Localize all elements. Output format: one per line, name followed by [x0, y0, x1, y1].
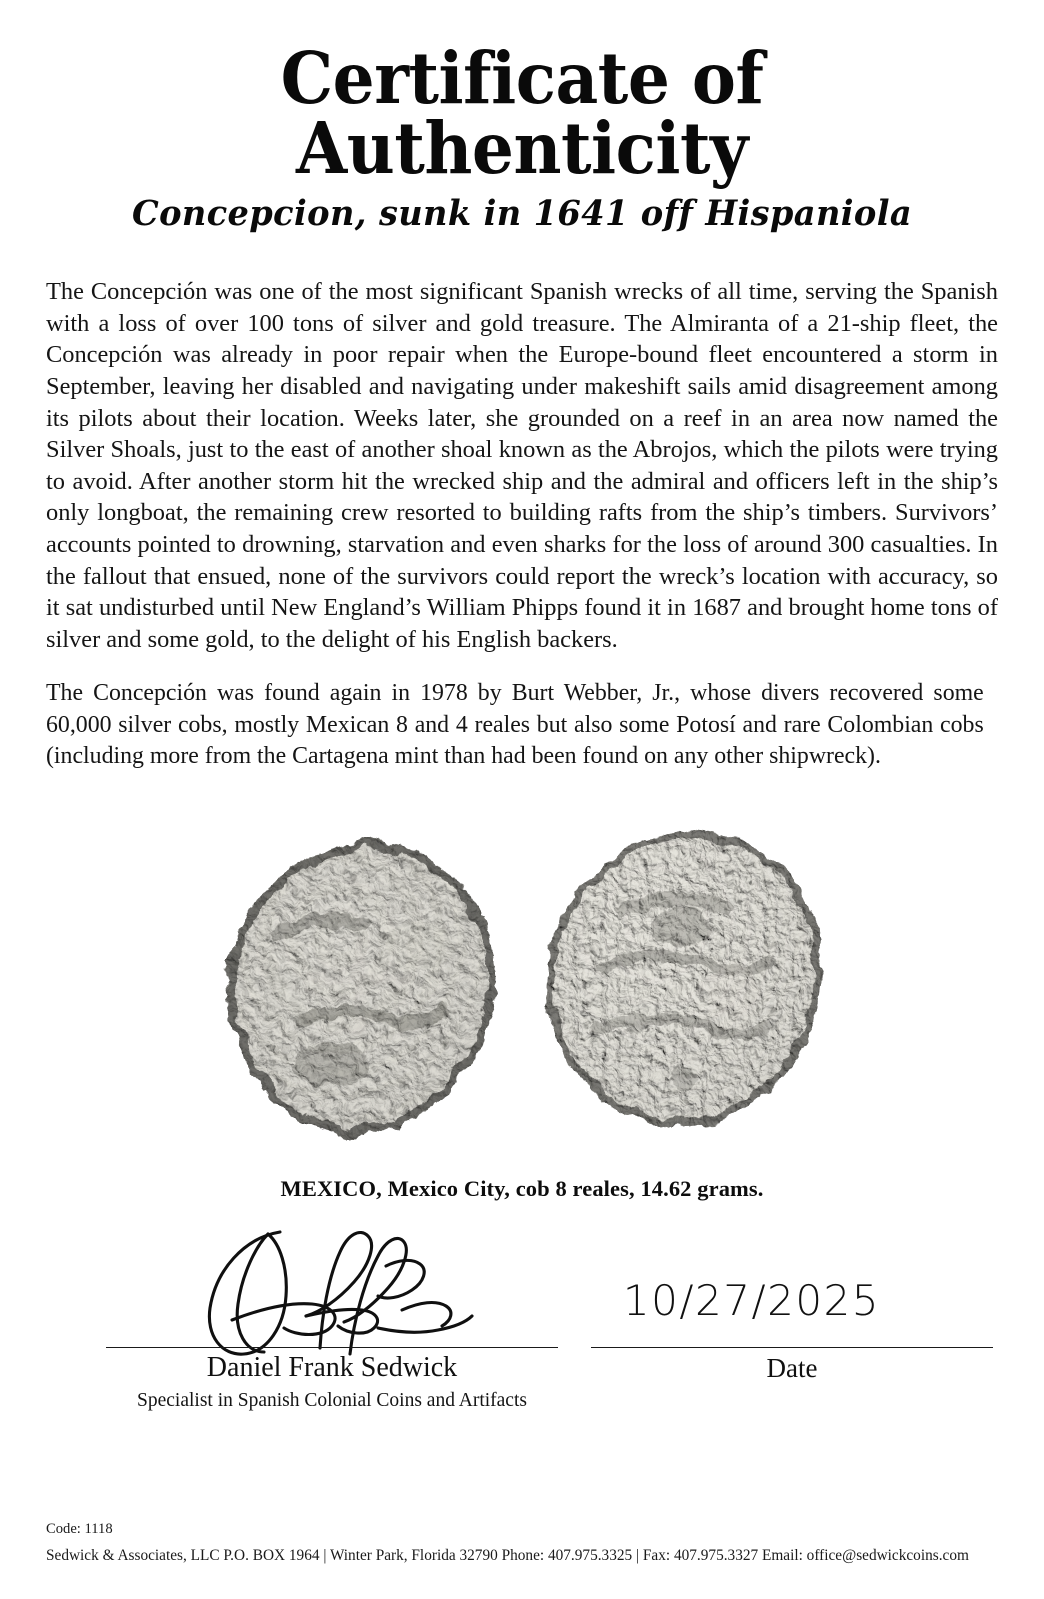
signer-name: Daniel Frank Sedwick [206, 1351, 458, 1383]
coin-photo-group [46, 810, 998, 1170]
paragraph-history: The Concepción was one of the most significant Spanish wrecks of all time, serving the Spanish with a loss of over 100 tons of silver and gold treasure. The Almiranta of a 21-ship fleet, the Concepción was already in poor repair when the Europe-bound fleet encountered a storm in September, leaving her disabled and navigating under makeshift sails amid disagreement among its pilots about their location. Weeks later, she grounded on a reef in an area now named the Silver Shoals, just to the east of another shoal known as the Abrojos, which the pilots were trying to avoid. After another storm hit the wrecked ship and the admiral and officers left in the ship’s only longboat, the remaining crew resorted to building rafts from the ship’s timbers. Survivors’ accounts pointed to drowning, starvation and even sharks for the loss of around 300 casualties. In the fallout that ensued, none of the survivors could report the wreck’s location with accuracy, so it sat undisturbed until New England’s William Phipps found it in 1687 and brought home tons of silver and some gold, to the delight of his English backers. [46, 278, 998, 653]
signature-block [46, 1220, 998, 1411]
signer-role: Specialist in Spanish Colonial Coins and Artifacts [137, 1389, 527, 1411]
paragraph-recovery: The Concepción was found again in 1978 by Burt Webber, Jr., whose divers recovered some 60,000 silver cobs, mostly Mexican 8 and 4 reales but also some Potosí and rare Colombian cobs (including more from the Cartagena mint than had been found on any other shipwreck). [46, 679, 984, 770]
date-value: 10/27/2025 [622, 1275, 880, 1325]
coin-reverse-image [531, 820, 831, 1156]
date-rule [591, 1347, 993, 1348]
footer-code: Code: 1118 [46, 1521, 113, 1537]
page-subtitle: Concepcion, sunk in 1641 off Hispaniola [131, 193, 913, 235]
date-label: Date [766, 1352, 818, 1383]
page-title: Certificate of Authenticity [280, 36, 764, 190]
certificate-footer [46, 1521, 998, 1565]
footer-address: Sedwick & Associates, LLC P.O. BOX 1964 | Winter Park, Florida 32790 Phone: 407.975.3325 | Fax: 407.975.3327 Email: office@sedwickcoins.com [46, 1547, 969, 1564]
signature-mark [172, 1216, 502, 1366]
coin-caption: MEXICO, Mexico City, cob 8 reales, 14.62 grams. [280, 1175, 764, 1201]
signature-rule [106, 1347, 558, 1348]
body-text [46, 276, 998, 771]
certificate-header [46, 0, 998, 234]
coin-obverse-image [213, 828, 509, 1158]
